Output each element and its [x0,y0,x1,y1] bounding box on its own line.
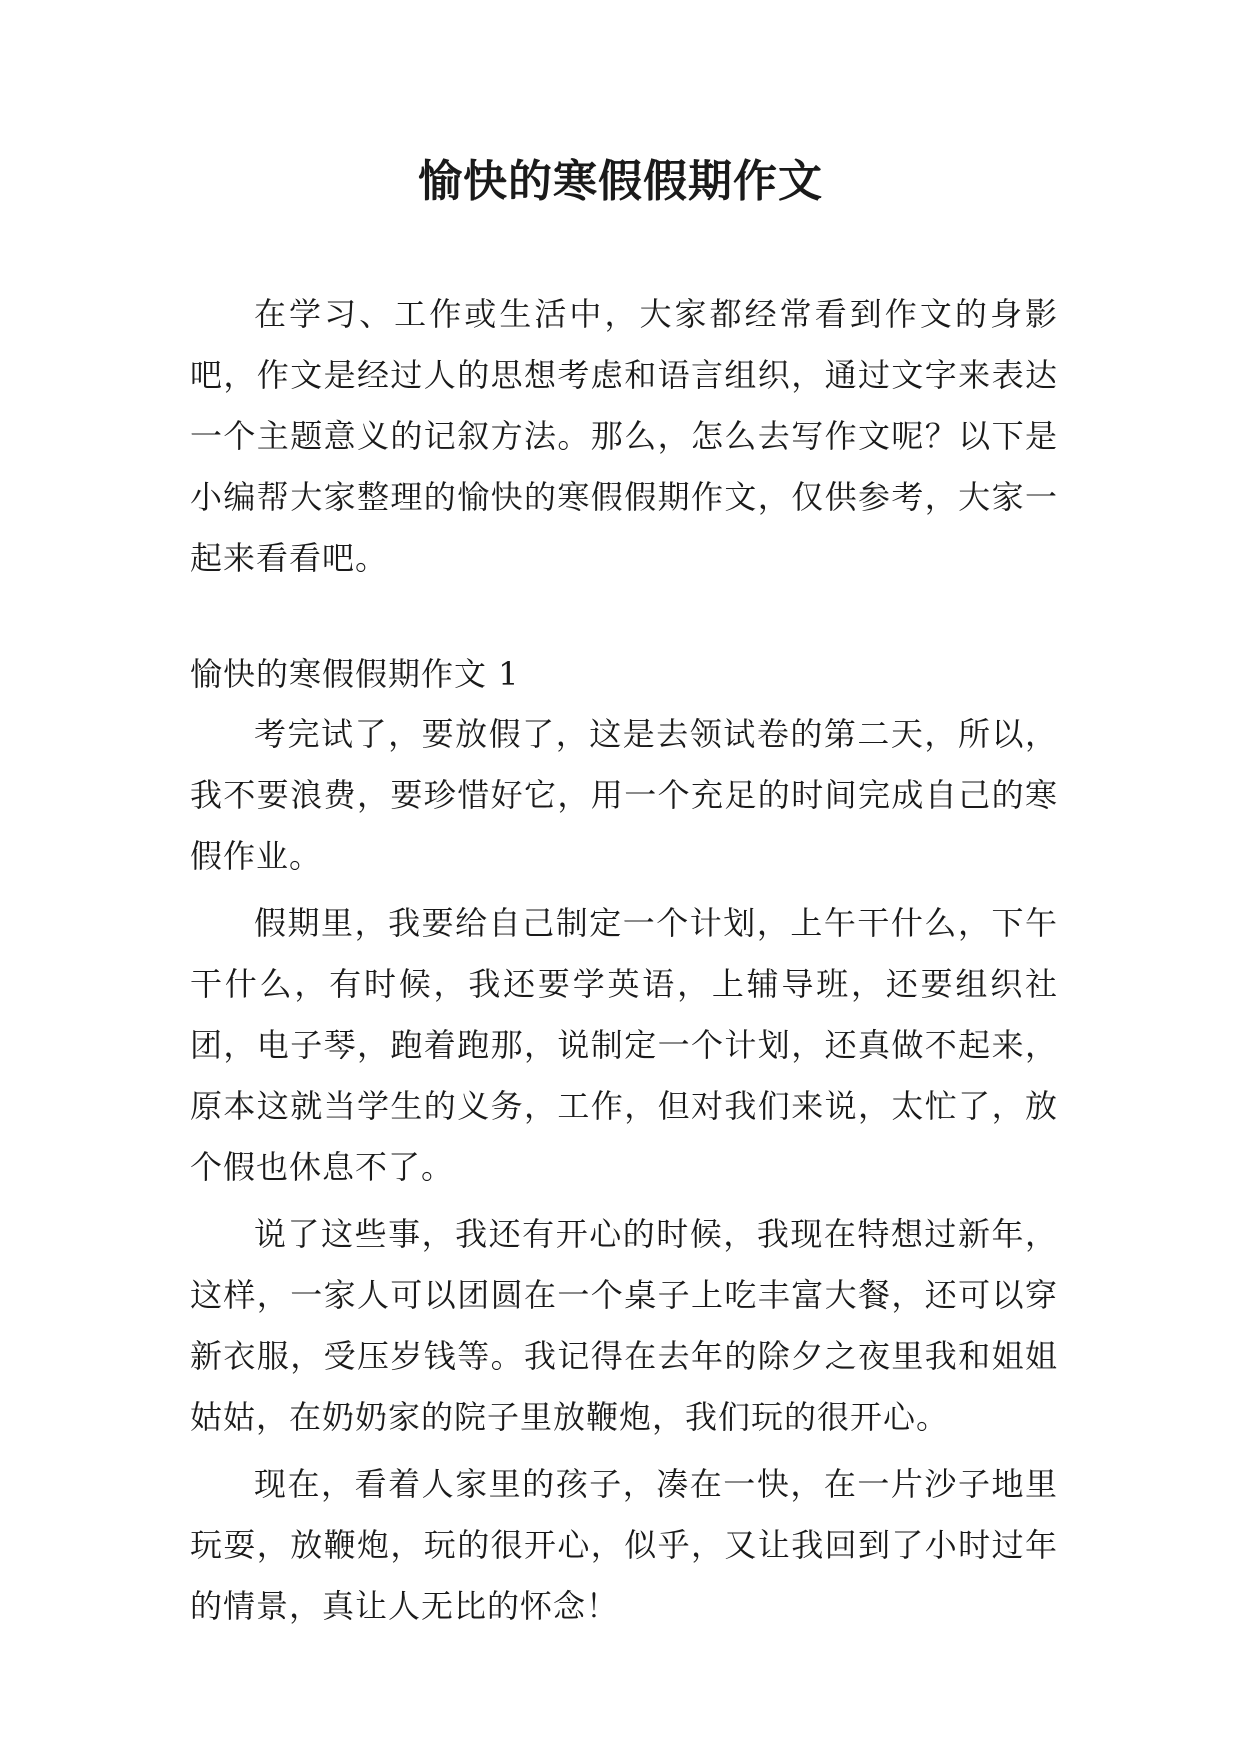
body-paragraph-3: 说了这些事，我还有开心的时候，我现在特想过新年，这样，一家人可以团圆在一个桌子上吃丰富大餐，还可以穿新衣服，受压岁钱等。我记得在去年的除夕之夜里我和姐姐姑姑，在奶奶家的院子里放鞭炮，我们玩的很开心。 [190,1215,1058,1436]
intro-paragraph: 在学习、工作或生活中，大家都经常看到作文的身影吧，作文是经过人的思想考虑和语言组织，通过文字来表达一个主题意义的记叙方法。那么，怎么去写作文呢？以下是小编帮大家整理的愉快的寒假假期作文，仅供参考，大家一起来看看吧。 [190,295,1058,577]
document-body [190,284,1058,1643]
body-paragraph-1: 考完试了，要放假了，这是去领试卷的第二天，所以，我不要浪费，要珍惜好它，用一个充足的时间完成自己的寒假作业。 [190,715,1058,875]
document-title: 愉快的寒假假期作文 [418,156,823,207]
section-heading: 愉快的寒假假期作文 1 [190,655,520,693]
body-paragraph-4: 现在，看着人家里的孩子，凑在一快，在一片沙子地里玩耍，放鞭炮，玩的很开心，似乎，又让我回到了小时过年的情景，真让人无比的怀念！ [190,1465,1058,1625]
body-paragraph-2: 假期里，我要给自己制定一个计划，上午干什么，下午干什么，有时候，我还要学英语，上辅导班，还要组织社团，电子琴，跑着跑那，说制定一个计划，还真做不起来，原本这就当学生的义务，工作，但对我们来说，太忙了，放个假也休息不了。 [190,904,1058,1186]
